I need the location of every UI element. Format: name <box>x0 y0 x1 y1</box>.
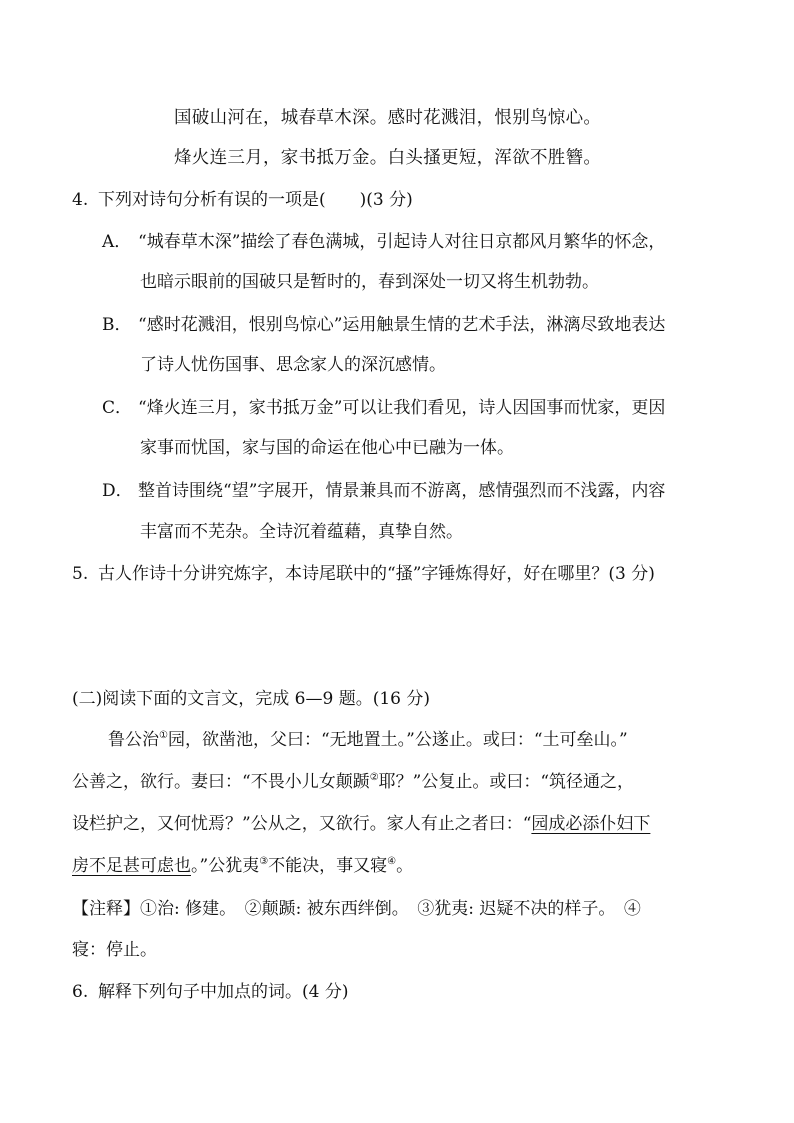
option-c-line-2: 家事而忧国，家与国的命运在他心中已融为一体。 <box>140 438 514 458</box>
poem-line-1: 国破山河在，城春草木深。感时花溅泪，恨别鸟惊心。 <box>174 108 602 128</box>
passage-line-2 <box>72 770 634 794</box>
question-6-number: 6. <box>72 982 89 1002</box>
option-b-letter: B． <box>102 315 132 335</box>
underlined-sentence-part-1: 园成必添仆妇下 <box>531 814 651 834</box>
passage-text: 耶？”公复止。或曰：“筑径通之， <box>378 772 635 792</box>
passage-line-1 <box>108 728 628 752</box>
option-d-line-1: 整首诗围绕“望”字展开，情景兼具而不游离，感情强烈而不浅露，内容 <box>138 481 666 501</box>
passage-text: 园，欲凿池，父曰：“无地置土。”公遂止。或曰：“土可垒山。” <box>167 730 628 750</box>
note-ref-2: ② <box>369 772 379 783</box>
underlined-sentence-part-2: 房不足甚可虑也 <box>72 856 191 876</box>
annotation-line-2: 寝：停止。 <box>72 940 157 960</box>
passage-text: 公善之，欲行。妻曰：“不畏小儿女颠踬 <box>72 772 370 792</box>
note-ref-4: ④ <box>387 856 397 867</box>
note-ref-1: ① <box>159 730 168 741</box>
passage-text: 。 <box>396 856 414 876</box>
option-a <box>102 230 665 254</box>
option-b-line-2: 了诗人忧伤国事、思念家人的深沉感情。 <box>140 355 446 375</box>
annotation-line-1: 【注释】①治: 修建。 ②颠踬: 被东西绊倒。 ③犹夷: 迟疑不决的样子。 ④ <box>72 899 641 919</box>
option-d-letter: D． <box>102 481 133 501</box>
option-c-letter: C． <box>102 398 133 418</box>
passage-text: 不能决，事又寝 <box>268 856 388 876</box>
note-ref-3: ③ <box>259 856 269 867</box>
passage-text: 鲁公治 <box>108 730 159 750</box>
question-6-text: 解释下列句子中加点的词。(4 分) <box>98 982 349 1002</box>
passage-line-3 <box>72 812 650 836</box>
question-5-text: 古人作诗十分讲究炼字，本诗尾联中的“搔”字锤炼得好，好在哪里？(3 分) <box>98 564 655 584</box>
option-b <box>102 313 665 337</box>
option-d-line-2: 丰富而不芜杂。全诗沉着蕴藉，真挚自然。 <box>140 522 463 542</box>
option-a-letter: A． <box>102 232 132 252</box>
option-a-line-2: 也暗示眼前的国破只是暂时的，春到深处一切又将生机勃勃。 <box>140 272 599 292</box>
option-d <box>102 479 665 503</box>
question-5-number: 5. <box>72 564 89 584</box>
section-2-heading: (二)阅读下面的文言文，完成 6—9 题。(16 分) <box>72 689 431 709</box>
option-c <box>102 396 665 420</box>
question-6 <box>72 980 348 1004</box>
question-4-number: 4. <box>72 190 89 210</box>
question-4-text: 下列对诗句分析有误的一项是( )(3 分) <box>98 190 413 210</box>
passage-line-4 <box>72 854 413 878</box>
passage-text: 设栏护之，又何忧焉？”公从之，又欲行。家人有止之者曰：“ <box>72 814 532 834</box>
question-4 <box>72 188 413 212</box>
passage-text: 。”公犹夷 <box>191 856 260 876</box>
question-5 <box>72 562 655 586</box>
poem-line-2: 烽火连三月，家书抵万金。白头搔更短，浑欲不胜簪。 <box>174 148 602 168</box>
option-a-line-1: “城春草木深”描绘了春色满城，引起诗人对往日京都风月繁华的怀念， <box>138 232 666 252</box>
option-b-line-1: “感时花溅泪，恨别鸟惊心”运用触景生情的艺术手法，淋漓尽致地表达 <box>138 315 666 335</box>
option-c-line-1: “烽火连三月，家书抵万金”可以让我们看见，诗人因国事而忧家，更因 <box>138 398 666 418</box>
